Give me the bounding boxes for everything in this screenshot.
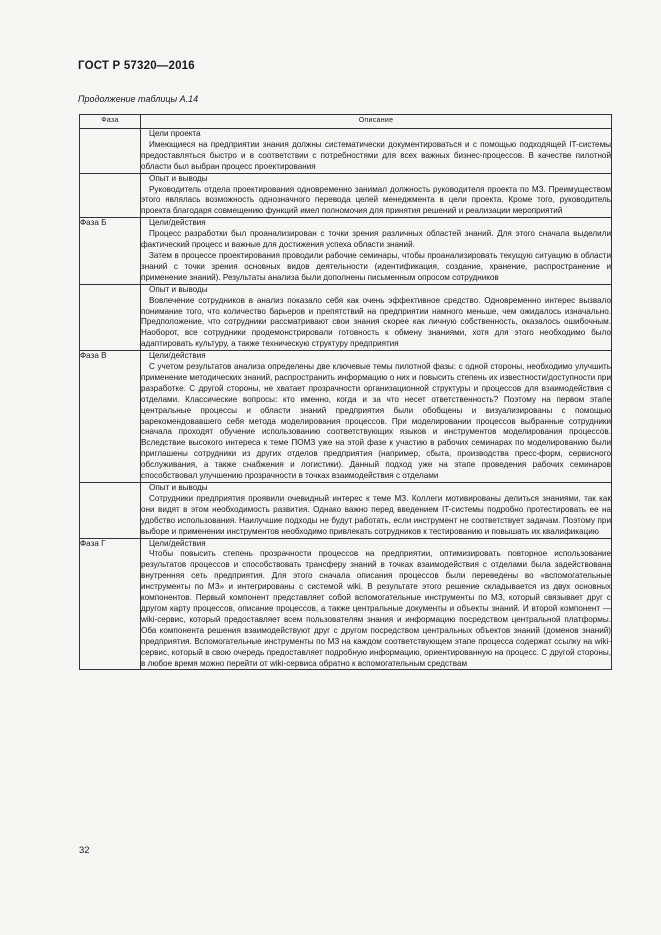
description-cell [141,284,612,350]
paragraph: С учетом результатов анализа определены две ключевые темы пилотной фазы: с одной стороны, необходимо улучшить применение методических знаний, распространить информацию о них и повысить степень их известности/доступности при разработке. С другой стороны, не хватает прозрачности организационной структуры и процессов для взаимодействия с отделами. Классические вопросы: кто именно, когда и за что несет ответственность? Поэтому на первом этапе центральные процессы и области знаний предприятия были обобщены и визуализированы с помощью зарекомендовавшего себя метода моделирования процессов. При моделировании процессов выбранные сотрудники сначала проходят обучение использованию соответствующих языков и инструментов моделирования процессов. Вследствие высокого интереса к теме ПОМЗ уже на этой фазе к участию в рабочих семинарах по моделированию были приглашены сотрудники из других отделов предприятия (например, сбыта, производства пресс-форм, сервисного обслуживания, а также снабжения и логистики). Данный подход уже на этапе проведения рабочих семинаров способствовал улучшению прозрачности в точках взаимодействия с отделами [141,362,611,481]
phase-cell [80,483,141,539]
section-title: Опыт и выводы [149,173,208,183]
section-title: Цели/действия [149,351,206,361]
table-row [80,173,612,218]
paragraph: Сотрудники предприятия проявили очевидный интерес к теме МЗ. Коллеги мотивированы делиться знаниями, так как они видят в этом необходимость развития. Однако важно перед введением IT-системы подробно протестировать ее на удобство использования. Наилучшие подходы не будут работать, если инструмент не соответствует задачам. Поэтому при выборе и применении инструментов необходимо привлекать сотрудников к тестированию и повышать их квалификацию [141,493,611,536]
table-row [80,351,612,483]
page-number: 32 [79,845,90,856]
paragraph: Чтобы повысить степень прозрачности процессов на предприятии, оптимизировать повторное использование результатов процессов и способствовать трансферу знаний в точках взаимодействия с отделами была задействована внутренняя сеть предприятия. Для этого сначала описания процессов были переведены во «вспомогательные инструменты по МЗ» и интегрированы с системой wiki. В результате этого решение складывается из двух основных компонентов. Первый компонент представляет собой вспомогательные инструменты по МЗ, который связывает друг с другом карту процессов, описание процессов, а также центральные документы и объекты знаний. И второй компонент — wiki-сервис, который предоставляет всем пользователям знания и информацию посредством центральной платформы. Оба компонента решения взаимодействуют друг с другом посредством центральных объектов знаний (доменов знаний) предприятия. Вспомогательные инструменты по МЗ на каждом соответствующем этапе процесса содержат ссылку на wiki-сервис, который в свою очередь предоставляет подробную информацию, ориентированную на процесс. С другой стороны, в любое время можно перейти от wiki-сервиса обратно к вспомогательным средствам [141,549,611,668]
description-cell [141,173,612,218]
section-title: Цели проекта [149,129,201,138]
phase-cell [80,129,141,174]
phase-cell: Фаза Б [80,218,141,284]
table-row [80,218,612,284]
description-cell [141,483,612,539]
phase-cell: Фаза Г [80,538,141,670]
table-header-row [80,115,612,129]
table-row [80,129,612,174]
column-header-description: Описание [141,115,612,129]
section-title: Опыт и выводы [149,284,208,294]
paragraph: Имеющиеся на предприятии знания должны систематически документироваться и с помощью подходящей IT-системы предоставляться быстро и в соответствии с потребностями для всех важных бизнес-процессов. В качестве пилотной области был выбран процесс проектирования [141,139,611,171]
paragraph: Вовлечение сотрудников в анализ показало себя как очень эффективное средство. Одновременно интерес вызвало понимание того, что количество барьеров и препятствий на предприятии намного меньше, чем ожидалось изначально. Предположение, что сотрудники рассматривают свои знания скорее как личную собственность, оказалось ошибочным. Наоборот, все сотрудники продемонстрировали готовность к обмену знаниями, хотя для этого необходимо было адаптировать культуру, а также техническую структуру предприятия [141,295,611,349]
phase-cell: Фаза В [80,351,141,483]
table-caption: Продолжение таблицы А.14 [78,94,199,104]
table-row [80,483,612,539]
document-header: ГОСТ Р 57320—2016 [78,60,195,72]
paragraph: Руководитель отдела проектирования одновременно занимал должность руководителя проекта по МЗ. Преимуществом этого являлась возможность однозначного перевода целей менеджмента в цели проекта. Кроме того, руководитель проекта благодаря совмещению функций имел полномочия для принятия решений и реализации мероприятий [141,184,611,216]
phase-cell [80,173,141,218]
description-cell [141,538,612,670]
paragraph: Затем в процессе проектирования проводили рабочие семинары, чтобы проанализировать текущую ситуацию в области знаний с точки зрения основных видов деятельности (идентификация, создание, хранение, распространение и применение знаний). Результаты анализа были дополнены письменным опросом сотрудников [141,250,611,282]
description-cell [141,218,612,284]
paragraph: Процесс разработки был проанализирован с точки зрения различных областей знаний. Для этого сначала выделили фактический процесс и важные для достижения успеха области знаний. [141,229,611,250]
column-header-phase: Фаза [80,115,141,129]
section-title: Цели/действия [149,538,206,548]
section-title: Цели/действия [149,218,206,228]
description-cell [141,351,612,483]
description-cell [141,129,612,174]
section-title: Опыт и выводы [149,483,208,492]
phase-cell [80,284,141,350]
description-table [79,114,612,670]
table-row [80,284,612,350]
table-row [80,538,612,670]
